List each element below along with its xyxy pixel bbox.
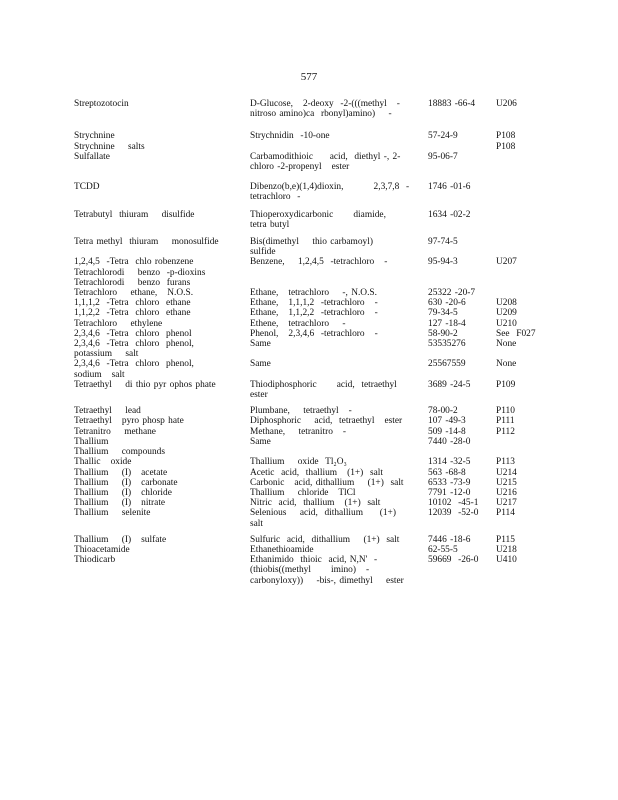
hazardous-waste-code (496, 237, 554, 257)
chemical-abstracts-name: Thallium chloride TlCl (250, 487, 356, 498)
cas-number (428, 447, 496, 457)
waste-name: 1,2,4,5 -Tetra chlo robenzene (74, 257, 194, 268)
table-row (74, 468, 554, 478)
table-row (74, 142, 554, 152)
waste-name: Thallium (I) carbonate (74, 477, 178, 488)
waste-name: Tetrachlorodi benzo furans (74, 277, 191, 288)
chemical-abstracts-name: Ethanethioamide (250, 544, 314, 555)
hazardous-waste-code (496, 268, 554, 278)
table-row (74, 427, 554, 437)
waste-name: Thioacetamide (74, 544, 130, 555)
chemical-abstracts-name: Methane, tetranitro - (250, 426, 347, 437)
chemical-abstracts-name: Carbonic acid, dithallium (1+) salt (250, 477, 404, 488)
waste-name: 2,3,4,6 -Tetra chloro phenol (74, 328, 192, 339)
cas-number: 59669 -26-0 (428, 555, 479, 566)
cas-number: 79-34-5 (428, 308, 458, 319)
waste-name: Thiodicarb (74, 555, 116, 566)
waste-name: Sulfallate (74, 151, 110, 162)
waste-name: 2,3,4,6 -Tetra chloro phenol, potassium salt (74, 339, 194, 360)
waste-name: Tetra methyl thiuram monosulfide (74, 237, 219, 248)
chemical-abstracts-name: Ethene, tetrachloro - (250, 318, 346, 329)
waste-name: 1,1,1,2 -Tetra chloro ethane (74, 298, 191, 309)
hazardous-waste-code: P115 (496, 534, 515, 545)
cas-number: 58-90-2 (428, 328, 458, 339)
cas-number: 1746 -01-6 (428, 182, 471, 193)
table-row (74, 447, 554, 457)
chemical-abstracts-name: Thioperoxydicarbonic diamide, tetra butyl (250, 209, 386, 230)
chemical-abstracts-name: Ethane, tetrachloro -, N.O.S. (250, 288, 377, 299)
hazardous-waste-code: U215 (496, 477, 517, 488)
waste-name: 2,3,4,6 -Tetra chloro phenol, sodium salt (74, 359, 194, 380)
chemical-abstracts-name: Selenious acid, dithallium (1+) salt (250, 508, 396, 529)
cas-number: 62-55-5 (428, 544, 458, 555)
waste-name: Strychnine (74, 131, 115, 142)
hazardous-waste-code: P109 (496, 379, 516, 390)
table-row (74, 380, 554, 406)
hazardous-waste-code: P108 (496, 131, 516, 142)
chemical-abstracts-name: Ethanimido thioic acid, N,N' - (thiobis((methyl imino) - carbonyloxy)) -bis-, dimethyl ester (250, 555, 404, 586)
table-row (74, 457, 554, 467)
waste-name: 1,1,2,2 -Tetra chloro ethane (74, 308, 191, 319)
waste-name: Thallium (I) chloride (74, 487, 172, 498)
hazardous-waste-code: None (496, 359, 517, 370)
cas-number: 1314 -32-5 (428, 457, 471, 468)
hazardous-waste-code: P108 (496, 141, 516, 152)
waste-name: Tetraethyl lead (74, 406, 141, 417)
table-row (74, 278, 554, 288)
table-row (74, 298, 554, 308)
waste-name: Streptozotocin (74, 99, 129, 109)
hazardous-waste-code: U217 (496, 498, 517, 509)
table-row (74, 152, 554, 182)
table-row (74, 319, 554, 329)
chemical-abstracts-name: Dibenzo(b,e)(1,4)dioxin, 2,3,7,8 - tetrachloro - (250, 182, 410, 203)
hazardous-waste-code (496, 152, 554, 182)
chemical-abstracts-name: D-Glucose, 2-deoxy -2-(((methyl - nitroso amino)ca rbonyl)amino) - (250, 99, 400, 120)
cas-number: 509 -14-8 (428, 426, 466, 437)
cas-number: 53535276 (428, 339, 466, 350)
chemical-abstracts-name (250, 278, 428, 288)
cas-number: 127 -18-4 (428, 318, 466, 329)
chemical-abstracts-name: Same (250, 339, 271, 350)
waste-name: Tetrachlorodi benzo -p-dioxins (74, 267, 206, 278)
waste-name: Thallium (74, 436, 109, 447)
table-row (74, 545, 554, 555)
chemical-abstracts-name: Same (250, 359, 271, 370)
page-number: 577 (300, 71, 318, 83)
chemical-abstracts-name (250, 268, 428, 278)
hazardous-waste-code: P113 (496, 457, 515, 468)
chemical-abstracts-name: Phenol, 2,3,4,6 -tetrachloro - (250, 328, 378, 339)
waste-name: Thallium selenite (74, 508, 151, 519)
cas-number: 3689 -24-5 (428, 379, 471, 390)
chemical-abstracts-name: Ethane, 1,1,1,2 -tetrachloro - (250, 298, 378, 309)
cas-number (428, 142, 496, 152)
hazardous-waste-code: U214 (496, 467, 517, 478)
table-row (74, 288, 554, 298)
hazardous-waste-code: U218 (496, 544, 517, 555)
hazardous-waste-code: P111 (496, 416, 515, 427)
table-row (74, 508, 554, 534)
chemical-abstracts-name: Bis(dimethyl thio carbamoyl) sulfide (250, 237, 373, 258)
table-row (74, 535, 554, 545)
waste-name: Thallium (I) nitrate (74, 498, 166, 509)
cas-number: 25322 -20-7 (428, 288, 476, 299)
hazardous-waste-code: P114 (496, 508, 515, 519)
cas-number: 1634 -02-2 (428, 209, 471, 220)
cas-number: 7791 -12-0 (428, 487, 471, 498)
table-row (74, 329, 554, 339)
cas-number: 12039 -52-0 (428, 508, 479, 519)
waste-name: Tetraethyl di thio pyr ophos phate (74, 379, 216, 390)
chemical-abstracts-name: Benzene, 1,2,4,5 -tetrachloro - (250, 257, 388, 268)
waste-name: Thallic oxide (74, 457, 132, 468)
table-row (74, 555, 554, 586)
table-row (74, 131, 554, 141)
cas-number: 630 -20-6 (428, 298, 466, 309)
waste-name: Thallium (I) acetate (74, 467, 168, 478)
hazardous-waste-code (496, 278, 554, 288)
table-row (74, 478, 554, 488)
cas-number: 7446 -18-6 (428, 534, 471, 545)
waste-name: Strychnine salts (74, 141, 145, 152)
hazardous-waste-code: U206 (496, 99, 517, 109)
chemical-abstracts-name: Carbamodithioic acid, diethyl -, 2- chloro -2-propenyl ester (250, 151, 401, 173)
cas-number: 6533 -73-9 (428, 477, 471, 488)
waste-name: TCDD (74, 182, 100, 193)
cas-number: 97-74-5 (428, 237, 458, 248)
chemical-abstracts-name: Nitric acid, thallium (1+) salt (250, 498, 381, 509)
table-row (74, 416, 554, 426)
cas-number: 57-24-9 (428, 131, 458, 142)
table-row (74, 359, 554, 379)
cas-number (428, 278, 496, 288)
cas-number: 78-00-2 (428, 406, 458, 417)
cas-number: 18883 -66-4 (428, 99, 476, 109)
waste-name: Thallium compounds (74, 447, 165, 458)
waste-name: Thallium (I) sulfate (74, 534, 167, 545)
hazardous-waste-code: U410 (496, 555, 517, 566)
hazardous-waste-code (496, 437, 554, 447)
hazardous-waste-code: See F027 (496, 328, 536, 339)
hazardous-waste-code: U209 (496, 308, 517, 319)
cas-number: 10102 -45-1 (428, 498, 479, 509)
hazardous-waste-code: P110 (496, 406, 515, 417)
hazardous-waste-code: U210 (496, 318, 517, 329)
hazardous-waste-code (496, 447, 554, 457)
table-row (74, 437, 554, 447)
table-row (74, 99, 554, 131)
hazardous-waste-code (496, 182, 554, 209)
waste-name: Tetrachloro ethane, N.O.S. (74, 288, 194, 299)
hazardous-waste-code: P112 (496, 426, 515, 437)
table-row (74, 257, 554, 267)
waste-name: Tetrabutyl thiuram disulfide (74, 209, 195, 220)
waste-name: Tetrachloro ethylene (74, 318, 163, 329)
chemical-abstracts-name: Thiodiphosphoric acid, tetraethyl ester (250, 379, 397, 401)
chemical-abstracts-name: Thallium oxide Tl₂O₃ (250, 457, 347, 468)
cas-number: 563 -68-8 (428, 467, 466, 478)
waste-name: Tetraethyl pyro phosp hate (74, 416, 184, 427)
hazardous-waste-code: U216 (496, 487, 517, 498)
chemical-abstracts-name: Same (250, 436, 271, 447)
cas-number (428, 268, 496, 278)
chemical-abstracts-name (250, 447, 428, 457)
cas-number: 25567559 (428, 359, 466, 370)
hazardous-waste-code: U207 (496, 257, 517, 268)
chemical-abstracts-name: Diphosphoric acid, tetraethyl ester (250, 416, 403, 427)
table-row (74, 498, 554, 508)
waste-name: Tetranitro methane (74, 426, 156, 437)
table-row (74, 308, 554, 318)
cas-number: 95-06-7 (428, 151, 458, 162)
chemical-abstracts-name: Ethane, 1,1,2,2 -tetrachloro - (250, 308, 378, 319)
table-row (74, 237, 554, 257)
chemical-abstracts-name (250, 142, 428, 152)
hazardous-waste-code: None (496, 339, 517, 350)
hazardous-waste-code: U208 (496, 298, 517, 309)
chemical-abstracts-name: Acetic acid, thallium (1+) salt (250, 467, 383, 478)
hazardous-waste-table (74, 99, 554, 586)
chemical-abstracts-name: Plumbane, tetraethyl - (250, 406, 352, 417)
table-row (74, 268, 554, 278)
cas-number: 95-94-3 (428, 257, 458, 268)
chemical-abstracts-name: Sulfuric acid, dithallium (1+) salt (250, 534, 400, 545)
table-row (74, 406, 554, 416)
cas-number: 107 -49-3 (428, 416, 466, 427)
table-row (74, 210, 554, 237)
hazardous-waste-code (496, 288, 554, 298)
table-body (74, 99, 554, 586)
chemical-abstracts-name: Strychnidin -10-one (250, 131, 330, 142)
table-row (74, 488, 554, 498)
table-row (74, 339, 554, 359)
hazardous-waste-code (496, 210, 554, 237)
cas-number: 7440 -28-0 (428, 436, 471, 447)
table-row (74, 182, 554, 209)
